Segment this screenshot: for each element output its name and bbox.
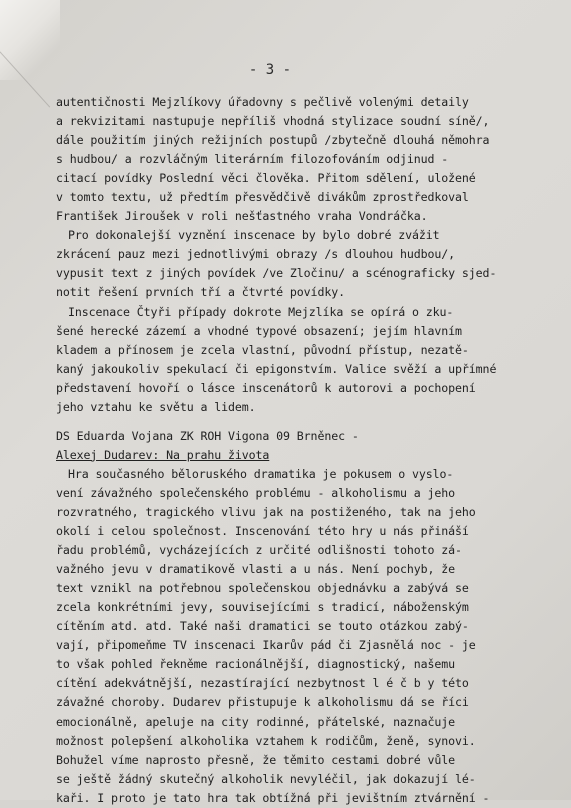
page-number: - 3 - xyxy=(248,62,292,78)
section-heading xyxy=(56,427,534,465)
paragraph-2 xyxy=(56,226,534,302)
text-line: kaři. I proto je tato hra tak obtížná při jevištním ztvárnění - xyxy=(56,790,490,805)
text-line: citací povídky Poslední věci člověka. Přitom sdělení, uložené xyxy=(56,171,476,186)
text-line: notit řešení prvních tří a čtvrté povídky. xyxy=(56,285,345,300)
text-line: rozvratného, tragického vlivu jak na postiženého, tak na jeho xyxy=(56,504,476,519)
text-line: text vznikl na potřebnou společenskou objednávku a zabývá se xyxy=(56,581,469,596)
play-title: Alexej Dudarev: Na prahu života xyxy=(56,447,270,462)
text-line: vají, připomeňme TV inscenaci Ikarův pád či Zjasnělá noc - je xyxy=(56,638,476,653)
text-line: v tomto textu, už předtím přesvědčivě divákům zprostředkoval xyxy=(56,190,469,205)
text-line: autentičnosti Mejzlíkovy úřadovny s pečlivě volenými detaily xyxy=(56,95,469,109)
paragraph-3 xyxy=(56,303,534,417)
text-line: to však pohled řekněme racionálnější, diagnostický, našemu xyxy=(56,657,456,672)
text-line: kladem a přínosem je zcela vlastní, původní přístup, nezatě- xyxy=(56,342,469,357)
text-line: zkrácení pauz mezi jednotlivými obrazy /s dlouhou hudbou/, xyxy=(56,247,456,262)
heading-line: DS Eduarda Vojana ZK ROH Vigona 09 Brněnec - xyxy=(56,428,359,443)
text-line: okolí i celou společnost. Inscenování této hry u nás přináší xyxy=(56,524,469,539)
text-line: cítění adekvátnější, nezastírající nezbytnost l é č b y této xyxy=(56,676,469,691)
text-line: závažné choroby. Dudarev přistupuje k alkoholismu dá se říci xyxy=(56,695,469,710)
text-line: řadu problémů, vycházejících z určité odlišnosti tohoto zá- xyxy=(56,543,462,558)
text-line: možnost polepšení alkoholika vztahem k rodičům, ženě, synovi. xyxy=(56,733,476,748)
text-line: s hudbou/ a rozvláčným literárním filozofováním odjinud - xyxy=(56,152,449,167)
text-line: vení závažného společenského problému - alkoholismu a jeho xyxy=(56,485,456,500)
text-line: Hra současného běloruského dramatika je pokusem o vyslo- xyxy=(68,466,454,481)
text-line: kaný jakoukoliv spekulací či epigonstvím. Valice svěží a upřímné xyxy=(56,361,497,376)
section-gap xyxy=(56,417,534,427)
paragraph-4 xyxy=(56,465,534,808)
text-line: František Jiroušek v roli nešťastného vraha Vondráčka. xyxy=(56,209,428,224)
text-line: Pro dokonalejší vyznění inscenace by bylo dobré zvážit xyxy=(68,228,440,243)
text-line: šené herecké zázemí a vhodné typové obsazení; jejím hlavním xyxy=(56,323,462,338)
text-line: jeho vztahu ke světu a lidem. xyxy=(56,399,256,414)
text-line: važného jevu v dramatikově vlasti a u nás. Není pochyb, že xyxy=(56,562,456,577)
paragraph-1 xyxy=(56,93,534,226)
typewritten-text xyxy=(56,93,534,808)
text-line: představení hovoří o lásce inscenátorů k autorovi a pochopení xyxy=(56,380,476,395)
text-line: emocionálně, apeluje na city rodinné, přátelské, naznačuje xyxy=(56,714,456,729)
text-line: zcela konkrétními jevy, souvisejícími s tradicí, náboženským xyxy=(56,600,469,615)
text-line: Inscenace Čtyři případy dokrote Mejzlíka se opírá o zku- xyxy=(68,304,454,319)
text-line: dále použitím jiných režijních postupů /zbytečně dlouhá němohra xyxy=(56,133,490,148)
text-line: a rekvizitami nastupuje nepříliš vhodná stylizace soudní síně/, xyxy=(56,114,490,129)
text-line: cítěním atd. atd. Také naši dramatici se touto otázkou zabý- xyxy=(56,619,469,634)
folded-corner xyxy=(0,0,60,80)
text-line: Bohužel víme naprosto přesně, že těmito cestami dobré vůle xyxy=(56,752,456,767)
text-line: vypusit text z jiných povídek /ve Zločinu/ a scénograficky sjed- xyxy=(56,266,497,281)
text-line: se ještě žádný skutečný alkoholik nevyléčil, jak dokazují lé- xyxy=(56,771,476,786)
